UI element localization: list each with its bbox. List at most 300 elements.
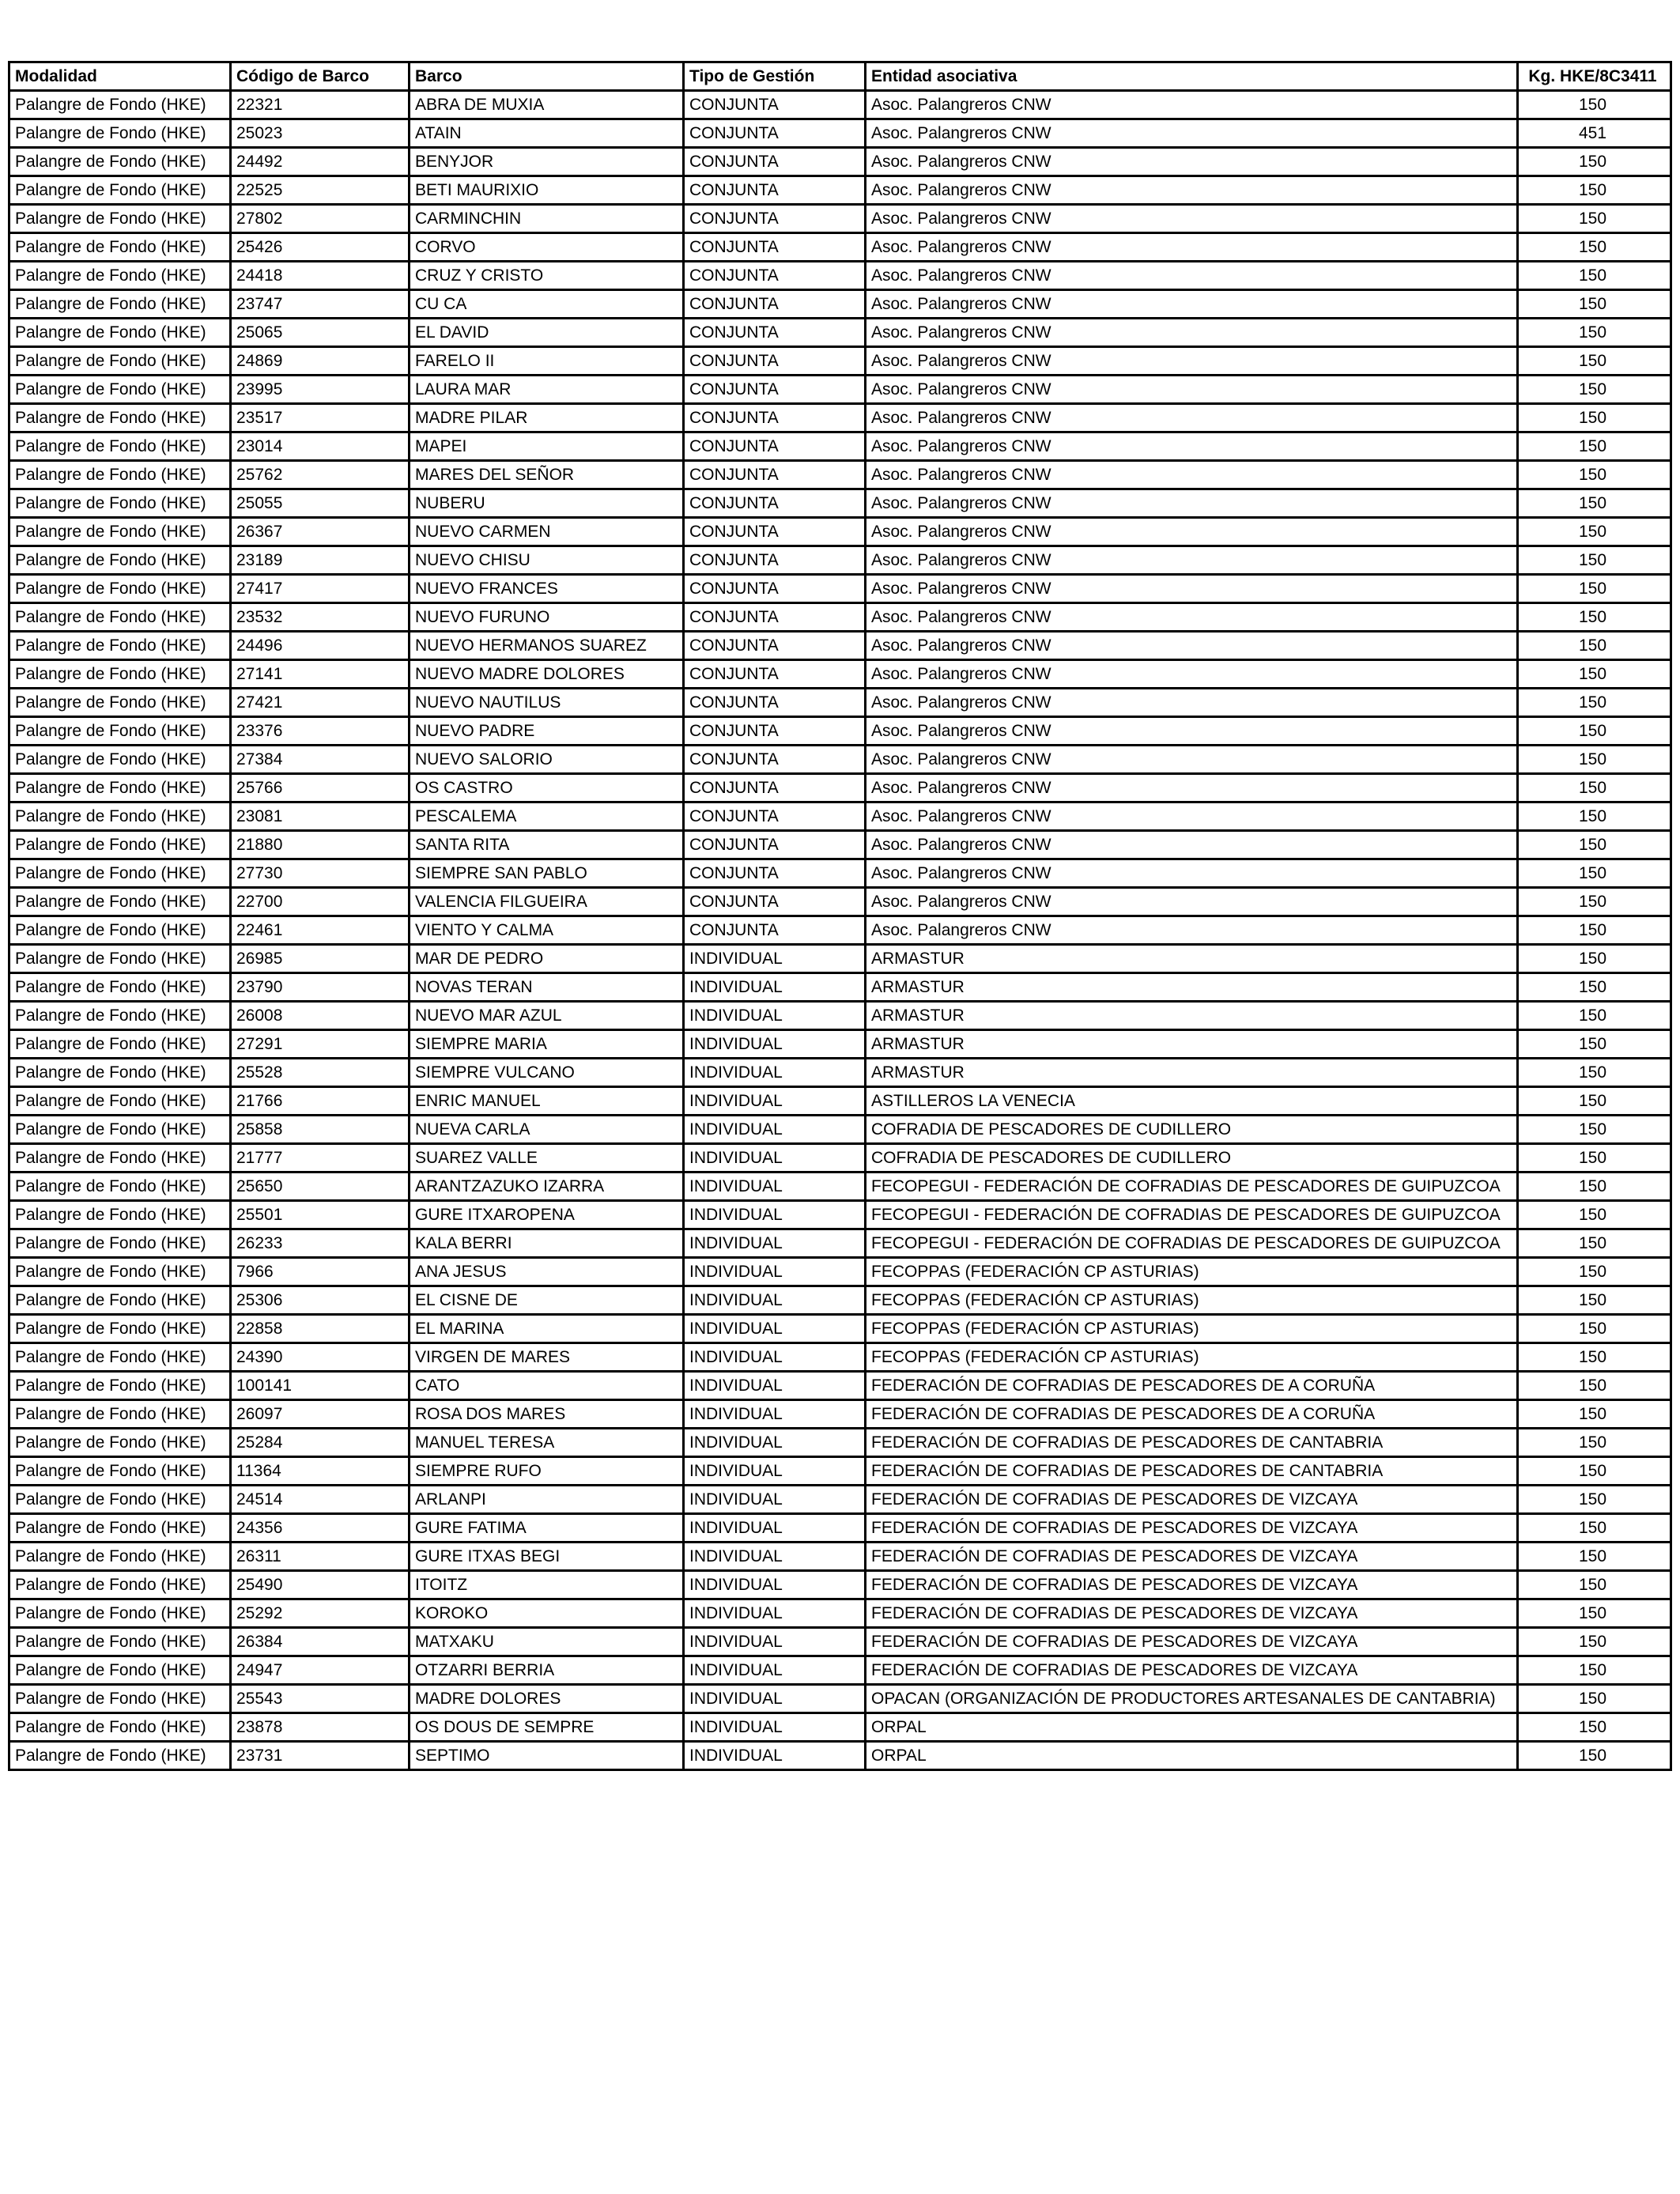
cell-barco: NUEVO SALORIO xyxy=(410,746,684,774)
cell-barco: CRUZ Y CRISTO xyxy=(410,262,684,290)
cell-entidad-asociativa: Asoc. Palangreros CNW xyxy=(866,831,1518,859)
cell-tipo-de-gestion: CONJUNTA xyxy=(684,831,866,859)
cell-entidad-asociativa: Asoc. Palangreros CNW xyxy=(866,347,1518,376)
cell-kg-hke: 150 xyxy=(1518,1628,1671,1656)
cell-kg-hke: 150 xyxy=(1518,1002,1671,1030)
cell-barco: MADRE PILAR xyxy=(410,404,684,432)
cell-kg-hke: 150 xyxy=(1518,1343,1671,1372)
cell-codigo-de-barco: 23995 xyxy=(231,376,410,404)
cell-tipo-de-gestion: CONJUNTA xyxy=(684,91,866,119)
cell-entidad-asociativa: Asoc. Palangreros CNW xyxy=(866,859,1518,888)
cell-codigo-de-barco: 11364 xyxy=(231,1457,410,1486)
cell-entidad-asociativa: Asoc. Palangreros CNW xyxy=(866,575,1518,603)
cell-modalidad: Palangre de Fondo (HKE) xyxy=(9,1742,231,1770)
cell-modalidad: Palangre de Fondo (HKE) xyxy=(9,1059,231,1087)
table-row xyxy=(9,1173,1671,1201)
table-row xyxy=(9,404,1671,432)
cell-entidad-asociativa: Asoc. Palangreros CNW xyxy=(866,746,1518,774)
table-row xyxy=(9,888,1671,916)
cell-codigo-de-barco: 23376 xyxy=(231,717,410,746)
table-row xyxy=(9,1258,1671,1286)
cell-tipo-de-gestion: CONJUNTA xyxy=(684,432,866,461)
cell-codigo-de-barco: 26985 xyxy=(231,945,410,973)
cell-kg-hke: 150 xyxy=(1518,746,1671,774)
cell-codigo-de-barco: 26384 xyxy=(231,1628,410,1656)
cell-barco: SIEMPRE RUFO xyxy=(410,1457,684,1486)
cell-entidad-asociativa: FEDERACIÓN DE COFRADIAS DE PESCADORES DE A CORUÑA xyxy=(866,1372,1518,1400)
table-row xyxy=(9,1229,1671,1258)
cell-tipo-de-gestion: CONJUNTA xyxy=(684,859,866,888)
table-body xyxy=(9,91,1671,1770)
table-row xyxy=(9,831,1671,859)
cell-tipo-de-gestion: CONJUNTA xyxy=(684,376,866,404)
cell-barco: OTZARRI BERRIA xyxy=(410,1656,684,1685)
cell-codigo-de-barco: 22461 xyxy=(231,916,410,945)
cell-barco: NUEVO HERMANOS SUAREZ xyxy=(410,632,684,660)
cell-barco: OS DOUS DE SEMPRE xyxy=(410,1713,684,1742)
cell-kg-hke: 150 xyxy=(1518,1543,1671,1571)
table-row xyxy=(9,1400,1671,1429)
cell-entidad-asociativa: ORPAL xyxy=(866,1742,1518,1770)
cell-modalidad: Palangre de Fondo (HKE) xyxy=(9,148,231,176)
cell-kg-hke: 150 xyxy=(1518,1429,1671,1457)
cell-tipo-de-gestion: INDIVIDUAL xyxy=(684,1116,866,1144)
cell-modalidad: Palangre de Fondo (HKE) xyxy=(9,176,231,205)
cell-barco: KALA BERRI xyxy=(410,1229,684,1258)
cell-barco: SUAREZ VALLE xyxy=(410,1144,684,1173)
cell-kg-hke: 150 xyxy=(1518,518,1671,546)
cell-tipo-de-gestion: INDIVIDUAL xyxy=(684,1685,866,1713)
table-row xyxy=(9,1514,1671,1543)
cell-entidad-asociativa: ARMASTUR xyxy=(866,1002,1518,1030)
cell-codigo-de-barco: 24418 xyxy=(231,262,410,290)
column-header-modalidad: Modalidad xyxy=(9,62,231,91)
cell-kg-hke: 150 xyxy=(1518,262,1671,290)
cell-barco: NOVAS TERAN xyxy=(410,973,684,1002)
cell-entidad-asociativa: FECOPEGUI - FEDERACIÓN DE COFRADIAS DE PESCADORES DE GUIPUZCOA xyxy=(866,1229,1518,1258)
table-row xyxy=(9,1059,1671,1087)
cell-codigo-de-barco: 25858 xyxy=(231,1116,410,1144)
table-row xyxy=(9,973,1671,1002)
cell-modalidad: Palangre de Fondo (HKE) xyxy=(9,1144,231,1173)
cell-kg-hke: 150 xyxy=(1518,347,1671,376)
cell-tipo-de-gestion: INDIVIDUAL xyxy=(684,1429,866,1457)
table-row xyxy=(9,1656,1671,1685)
cell-kg-hke: 150 xyxy=(1518,1742,1671,1770)
cell-barco: NUBERU xyxy=(410,489,684,518)
cell-codigo-de-barco: 25543 xyxy=(231,1685,410,1713)
cell-tipo-de-gestion: CONJUNTA xyxy=(684,660,866,689)
cell-modalidad: Palangre de Fondo (HKE) xyxy=(9,376,231,404)
cell-kg-hke: 150 xyxy=(1518,888,1671,916)
cell-entidad-asociativa: Asoc. Palangreros CNW xyxy=(866,660,1518,689)
cell-kg-hke: 150 xyxy=(1518,148,1671,176)
table-row xyxy=(9,489,1671,518)
cell-kg-hke: 150 xyxy=(1518,689,1671,717)
cell-codigo-de-barco: 23532 xyxy=(231,603,410,632)
cell-entidad-asociativa: FECOPPAS (FEDERACIÓN CP ASTURIAS) xyxy=(866,1286,1518,1315)
cell-barco: LAURA MAR xyxy=(410,376,684,404)
cell-tipo-de-gestion: INDIVIDUAL xyxy=(684,1486,866,1514)
table-row xyxy=(9,1372,1671,1400)
cell-entidad-asociativa: FEDERACIÓN DE COFRADIAS DE PESCADORES DE VIZCAYA xyxy=(866,1628,1518,1656)
cell-tipo-de-gestion: INDIVIDUAL xyxy=(684,1002,866,1030)
cell-kg-hke: 150 xyxy=(1518,1258,1671,1286)
cell-codigo-de-barco: 25528 xyxy=(231,1059,410,1087)
cell-entidad-asociativa: ARMASTUR xyxy=(866,973,1518,1002)
cell-modalidad: Palangre de Fondo (HKE) xyxy=(9,1486,231,1514)
cell-entidad-asociativa: FEDERACIÓN DE COFRADIAS DE PESCADORES DE VIZCAYA xyxy=(866,1599,1518,1628)
cell-tipo-de-gestion: CONJUNTA xyxy=(684,262,866,290)
cell-codigo-de-barco: 24869 xyxy=(231,347,410,376)
cell-tipo-de-gestion: INDIVIDUAL xyxy=(684,1229,866,1258)
cell-barco: NUEVO PADRE xyxy=(410,717,684,746)
cell-tipo-de-gestion: CONJUNTA xyxy=(684,148,866,176)
table-row xyxy=(9,945,1671,973)
cell-entidad-asociativa: Asoc. Palangreros CNW xyxy=(866,461,1518,489)
table-row xyxy=(9,262,1671,290)
cell-kg-hke: 150 xyxy=(1518,1144,1671,1173)
cell-codigo-de-barco: 25306 xyxy=(231,1286,410,1315)
cell-kg-hke: 150 xyxy=(1518,1457,1671,1486)
column-header-entidad-asociativa: Entidad asociativa xyxy=(866,62,1518,91)
cell-codigo-de-barco: 26311 xyxy=(231,1543,410,1571)
table-row xyxy=(9,1201,1671,1229)
cell-codigo-de-barco: 25501 xyxy=(231,1201,410,1229)
cell-codigo-de-barco: 25490 xyxy=(231,1571,410,1599)
cell-entidad-asociativa: Asoc. Palangreros CNW xyxy=(866,290,1518,319)
cell-barco: VALENCIA FILGUEIRA xyxy=(410,888,684,916)
table-row xyxy=(9,632,1671,660)
cell-codigo-de-barco: 26233 xyxy=(231,1229,410,1258)
cell-tipo-de-gestion: INDIVIDUAL xyxy=(684,1286,866,1315)
cell-kg-hke: 150 xyxy=(1518,1713,1671,1742)
cell-kg-hke: 150 xyxy=(1518,1030,1671,1059)
cell-tipo-de-gestion: INDIVIDUAL xyxy=(684,973,866,1002)
cell-kg-hke: 150 xyxy=(1518,1059,1671,1087)
table-row xyxy=(9,376,1671,404)
cell-codigo-de-barco: 23747 xyxy=(231,290,410,319)
cell-modalidad: Palangre de Fondo (HKE) xyxy=(9,1628,231,1656)
cell-modalidad: Palangre de Fondo (HKE) xyxy=(9,1429,231,1457)
cell-barco: SIEMPRE VULCANO xyxy=(410,1059,684,1087)
cell-kg-hke: 150 xyxy=(1518,1514,1671,1543)
cell-kg-hke: 150 xyxy=(1518,575,1671,603)
cell-modalidad: Palangre de Fondo (HKE) xyxy=(9,1372,231,1400)
cell-modalidad: Palangre de Fondo (HKE) xyxy=(9,489,231,518)
cell-modalidad: Palangre de Fondo (HKE) xyxy=(9,1201,231,1229)
cell-tipo-de-gestion: INDIVIDUAL xyxy=(684,1201,866,1229)
cell-codigo-de-barco: 26367 xyxy=(231,518,410,546)
cell-modalidad: Palangre de Fondo (HKE) xyxy=(9,1571,231,1599)
cell-codigo-de-barco: 25292 xyxy=(231,1599,410,1628)
cell-kg-hke: 150 xyxy=(1518,632,1671,660)
cell-kg-hke: 451 xyxy=(1518,119,1671,148)
cell-kg-hke: 150 xyxy=(1518,859,1671,888)
cell-codigo-de-barco: 23878 xyxy=(231,1713,410,1742)
cell-barco: MAPEI xyxy=(410,432,684,461)
cell-codigo-de-barco: 26008 xyxy=(231,1002,410,1030)
cell-barco: NUEVO CARMEN xyxy=(410,518,684,546)
cell-kg-hke: 150 xyxy=(1518,1486,1671,1514)
cell-barco: BENYJOR xyxy=(410,148,684,176)
table-row xyxy=(9,575,1671,603)
cell-modalidad: Palangre de Fondo (HKE) xyxy=(9,205,231,233)
cell-kg-hke: 150 xyxy=(1518,376,1671,404)
quota-table xyxy=(8,61,1672,1771)
cell-entidad-asociativa: Asoc. Palangreros CNW xyxy=(866,632,1518,660)
cell-entidad-asociativa: Asoc. Palangreros CNW xyxy=(866,802,1518,831)
table-row xyxy=(9,205,1671,233)
cell-tipo-de-gestion: INDIVIDUAL xyxy=(684,1173,866,1201)
cell-entidad-asociativa: FEDERACIÓN DE COFRADIAS DE PESCADORES DE VIZCAYA xyxy=(866,1656,1518,1685)
cell-kg-hke: 150 xyxy=(1518,176,1671,205)
cell-barco: NUEVO MADRE DOLORES xyxy=(410,660,684,689)
cell-kg-hke: 150 xyxy=(1518,1656,1671,1685)
cell-modalidad: Palangre de Fondo (HKE) xyxy=(9,1685,231,1713)
cell-codigo-de-barco: 21777 xyxy=(231,1144,410,1173)
table-row xyxy=(9,176,1671,205)
cell-kg-hke: 150 xyxy=(1518,660,1671,689)
table-row xyxy=(9,91,1671,119)
cell-entidad-asociativa: ASTILLEROS LA VENECIA xyxy=(866,1087,1518,1116)
table-row xyxy=(9,461,1671,489)
cell-tipo-de-gestion: INDIVIDUAL xyxy=(684,1030,866,1059)
cell-kg-hke: 150 xyxy=(1518,1315,1671,1343)
table-row xyxy=(9,1429,1671,1457)
table-row xyxy=(9,1002,1671,1030)
cell-entidad-asociativa: Asoc. Palangreros CNW xyxy=(866,916,1518,945)
cell-barco: CATO xyxy=(410,1372,684,1400)
cell-tipo-de-gestion: CONJUNTA xyxy=(684,119,866,148)
table-row xyxy=(9,916,1671,945)
table-row xyxy=(9,859,1671,888)
cell-tipo-de-gestion: INDIVIDUAL xyxy=(684,1087,866,1116)
cell-tipo-de-gestion: INDIVIDUAL xyxy=(684,1400,866,1429)
cell-codigo-de-barco: 27802 xyxy=(231,205,410,233)
cell-codigo-de-barco: 21880 xyxy=(231,831,410,859)
table-row xyxy=(9,774,1671,802)
table-row xyxy=(9,1628,1671,1656)
cell-codigo-de-barco: 23731 xyxy=(231,1742,410,1770)
cell-codigo-de-barco: 24514 xyxy=(231,1486,410,1514)
cell-tipo-de-gestion: CONJUNTA xyxy=(684,205,866,233)
table-row xyxy=(9,1116,1671,1144)
cell-entidad-asociativa: COFRADIA DE PESCADORES DE CUDILLERO xyxy=(866,1144,1518,1173)
cell-tipo-de-gestion: CONJUNTA xyxy=(684,802,866,831)
cell-codigo-de-barco: 25766 xyxy=(231,774,410,802)
cell-entidad-asociativa: ORPAL xyxy=(866,1713,1518,1742)
table-row xyxy=(9,290,1671,319)
table-row xyxy=(9,1144,1671,1173)
cell-barco: ABRA DE MUXIA xyxy=(410,91,684,119)
cell-kg-hke: 150 xyxy=(1518,233,1671,262)
cell-modalidad: Palangre de Fondo (HKE) xyxy=(9,575,231,603)
cell-modalidad: Palangre de Fondo (HKE) xyxy=(9,1286,231,1315)
table-row xyxy=(9,689,1671,717)
cell-tipo-de-gestion: INDIVIDUAL xyxy=(684,1144,866,1173)
cell-codigo-de-barco: 23189 xyxy=(231,546,410,575)
cell-tipo-de-gestion: INDIVIDUAL xyxy=(684,1457,866,1486)
cell-tipo-de-gestion: INDIVIDUAL xyxy=(684,1543,866,1571)
cell-codigo-de-barco: 7966 xyxy=(231,1258,410,1286)
cell-codigo-de-barco: 25055 xyxy=(231,489,410,518)
cell-modalidad: Palangre de Fondo (HKE) xyxy=(9,1400,231,1429)
column-header-codigo-de-barco: Código de Barco xyxy=(231,62,410,91)
cell-barco: MATXAKU xyxy=(410,1628,684,1656)
cell-tipo-de-gestion: CONJUNTA xyxy=(684,717,866,746)
cell-codigo-de-barco: 25762 xyxy=(231,461,410,489)
cell-kg-hke: 150 xyxy=(1518,489,1671,518)
table-row xyxy=(9,148,1671,176)
cell-modalidad: Palangre de Fondo (HKE) xyxy=(9,1656,231,1685)
cell-entidad-asociativa: FEDERACIÓN DE COFRADIAS DE PESCADORES DE A CORUÑA xyxy=(866,1400,1518,1429)
cell-codigo-de-barco: 24496 xyxy=(231,632,410,660)
cell-modalidad: Palangre de Fondo (HKE) xyxy=(9,603,231,632)
cell-tipo-de-gestion: INDIVIDUAL xyxy=(684,1343,866,1372)
cell-tipo-de-gestion: CONJUNTA xyxy=(684,319,866,347)
cell-modalidad: Palangre de Fondo (HKE) xyxy=(9,290,231,319)
cell-kg-hke: 150 xyxy=(1518,945,1671,973)
table-row xyxy=(9,802,1671,831)
cell-tipo-de-gestion: CONJUNTA xyxy=(684,176,866,205)
cell-barco: CORVO xyxy=(410,233,684,262)
cell-tipo-de-gestion: INDIVIDUAL xyxy=(684,1372,866,1400)
cell-barco: ITOITZ xyxy=(410,1571,684,1599)
cell-barco: CU CA xyxy=(410,290,684,319)
cell-entidad-asociativa: Asoc. Palangreros CNW xyxy=(866,546,1518,575)
cell-modalidad: Palangre de Fondo (HKE) xyxy=(9,1343,231,1372)
cell-tipo-de-gestion: CONJUNTA xyxy=(684,518,866,546)
cell-entidad-asociativa: FECOPPAS (FEDERACIÓN CP ASTURIAS) xyxy=(866,1343,1518,1372)
cell-entidad-asociativa: Asoc. Palangreros CNW xyxy=(866,91,1518,119)
cell-tipo-de-gestion: INDIVIDUAL xyxy=(684,1628,866,1656)
table-row xyxy=(9,1571,1671,1599)
cell-tipo-de-gestion: INDIVIDUAL xyxy=(684,1742,866,1770)
cell-kg-hke: 150 xyxy=(1518,1201,1671,1229)
cell-tipo-de-gestion: CONJUNTA xyxy=(684,404,866,432)
cell-kg-hke: 150 xyxy=(1518,546,1671,575)
table-row xyxy=(9,1030,1671,1059)
cell-barco: CARMINCHIN xyxy=(410,205,684,233)
cell-modalidad: Palangre de Fondo (HKE) xyxy=(9,233,231,262)
cell-entidad-asociativa: Asoc. Palangreros CNW xyxy=(866,319,1518,347)
cell-barco: MAR DE PEDRO xyxy=(410,945,684,973)
cell-tipo-de-gestion: INDIVIDUAL xyxy=(684,1258,866,1286)
cell-barco: MARES DEL SEÑOR xyxy=(410,461,684,489)
cell-barco: ATAIN xyxy=(410,119,684,148)
cell-barco: EL CISNE DE xyxy=(410,1286,684,1315)
cell-kg-hke: 150 xyxy=(1518,774,1671,802)
cell-codigo-de-barco: 24492 xyxy=(231,148,410,176)
cell-kg-hke: 150 xyxy=(1518,1599,1671,1628)
cell-tipo-de-gestion: CONJUNTA xyxy=(684,746,866,774)
cell-barco: EL DAVID xyxy=(410,319,684,347)
cell-modalidad: Palangre de Fondo (HKE) xyxy=(9,632,231,660)
cell-codigo-de-barco: 23790 xyxy=(231,973,410,1002)
table-row xyxy=(9,1343,1671,1372)
cell-barco: NUEVO NAUTILUS xyxy=(410,689,684,717)
cell-tipo-de-gestion: CONJUNTA xyxy=(684,233,866,262)
cell-modalidad: Palangre de Fondo (HKE) xyxy=(9,746,231,774)
cell-entidad-asociativa: FEDERACIÓN DE COFRADIAS DE PESCADORES DE VIZCAYA xyxy=(866,1543,1518,1571)
cell-modalidad: Palangre de Fondo (HKE) xyxy=(9,916,231,945)
column-header-barco: Barco xyxy=(410,62,684,91)
cell-tipo-de-gestion: INDIVIDUAL xyxy=(684,945,866,973)
cell-barco: OS CASTRO xyxy=(410,774,684,802)
cell-tipo-de-gestion: INDIVIDUAL xyxy=(684,1315,866,1343)
cell-entidad-asociativa: Asoc. Palangreros CNW xyxy=(866,262,1518,290)
cell-modalidad: Palangre de Fondo (HKE) xyxy=(9,91,231,119)
cell-entidad-asociativa: Asoc. Palangreros CNW xyxy=(866,518,1518,546)
table-row xyxy=(9,1742,1671,1770)
column-header-kg-hke: Kg. HKE/8C3411 xyxy=(1518,62,1671,91)
cell-modalidad: Palangre de Fondo (HKE) xyxy=(9,1315,231,1343)
cell-entidad-asociativa: FECOPEGUI - FEDERACIÓN DE COFRADIAS DE PESCADORES DE GUIPUZCOA xyxy=(866,1173,1518,1201)
cell-codigo-de-barco: 25650 xyxy=(231,1173,410,1201)
cell-entidad-asociativa: FECOPPAS (FEDERACIÓN CP ASTURIAS) xyxy=(866,1315,1518,1343)
cell-barco: PESCALEMA xyxy=(410,802,684,831)
cell-modalidad: Palangre de Fondo (HKE) xyxy=(9,1457,231,1486)
table-row xyxy=(9,119,1671,148)
cell-modalidad: Palangre de Fondo (HKE) xyxy=(9,1030,231,1059)
table-row xyxy=(9,1286,1671,1315)
cell-entidad-asociativa: Asoc. Palangreros CNW xyxy=(866,774,1518,802)
table-row xyxy=(9,233,1671,262)
cell-barco: ARLANPI xyxy=(410,1486,684,1514)
cell-kg-hke: 150 xyxy=(1518,91,1671,119)
cell-codigo-de-barco: 25023 xyxy=(231,119,410,148)
cell-modalidad: Palangre de Fondo (HKE) xyxy=(9,973,231,1002)
cell-tipo-de-gestion: CONJUNTA xyxy=(684,461,866,489)
cell-modalidad: Palangre de Fondo (HKE) xyxy=(9,1087,231,1116)
cell-barco: ENRIC MANUEL xyxy=(410,1087,684,1116)
cell-kg-hke: 150 xyxy=(1518,432,1671,461)
cell-entidad-asociativa: COFRADIA DE PESCADORES DE CUDILLERO xyxy=(866,1116,1518,1144)
cell-modalidad: Palangre de Fondo (HKE) xyxy=(9,546,231,575)
cell-kg-hke: 150 xyxy=(1518,1229,1671,1258)
table-row xyxy=(9,319,1671,347)
cell-codigo-de-barco: 22700 xyxy=(231,888,410,916)
cell-codigo-de-barco: 24390 xyxy=(231,1343,410,1372)
cell-kg-hke: 150 xyxy=(1518,461,1671,489)
cell-tipo-de-gestion: CONJUNTA xyxy=(684,290,866,319)
cell-modalidad: Palangre de Fondo (HKE) xyxy=(9,774,231,802)
cell-modalidad: Palangre de Fondo (HKE) xyxy=(9,689,231,717)
cell-tipo-de-gestion: CONJUNTA xyxy=(684,888,866,916)
cell-kg-hke: 150 xyxy=(1518,1286,1671,1315)
cell-modalidad: Palangre de Fondo (HKE) xyxy=(9,319,231,347)
cell-kg-hke: 150 xyxy=(1518,1087,1671,1116)
cell-modalidad: Palangre de Fondo (HKE) xyxy=(9,1002,231,1030)
cell-tipo-de-gestion: CONJUNTA xyxy=(684,689,866,717)
cell-barco: ROSA DOS MARES xyxy=(410,1400,684,1429)
cell-tipo-de-gestion: INDIVIDUAL xyxy=(684,1656,866,1685)
cell-entidad-asociativa: Asoc. Palangreros CNW xyxy=(866,603,1518,632)
table-row xyxy=(9,603,1671,632)
cell-barco: GURE ITXAROPENA xyxy=(410,1201,684,1229)
cell-barco: SIEMPRE MARIA xyxy=(410,1030,684,1059)
cell-tipo-de-gestion: INDIVIDUAL xyxy=(684,1059,866,1087)
cell-barco: ANA JESUS xyxy=(410,1258,684,1286)
table-row xyxy=(9,1543,1671,1571)
cell-modalidad: Palangre de Fondo (HKE) xyxy=(9,1173,231,1201)
cell-tipo-de-gestion: CONJUNTA xyxy=(684,916,866,945)
cell-codigo-de-barco: 21766 xyxy=(231,1087,410,1116)
cell-barco: KOROKO xyxy=(410,1599,684,1628)
cell-modalidad: Palangre de Fondo (HKE) xyxy=(9,347,231,376)
header-row xyxy=(9,62,1671,91)
